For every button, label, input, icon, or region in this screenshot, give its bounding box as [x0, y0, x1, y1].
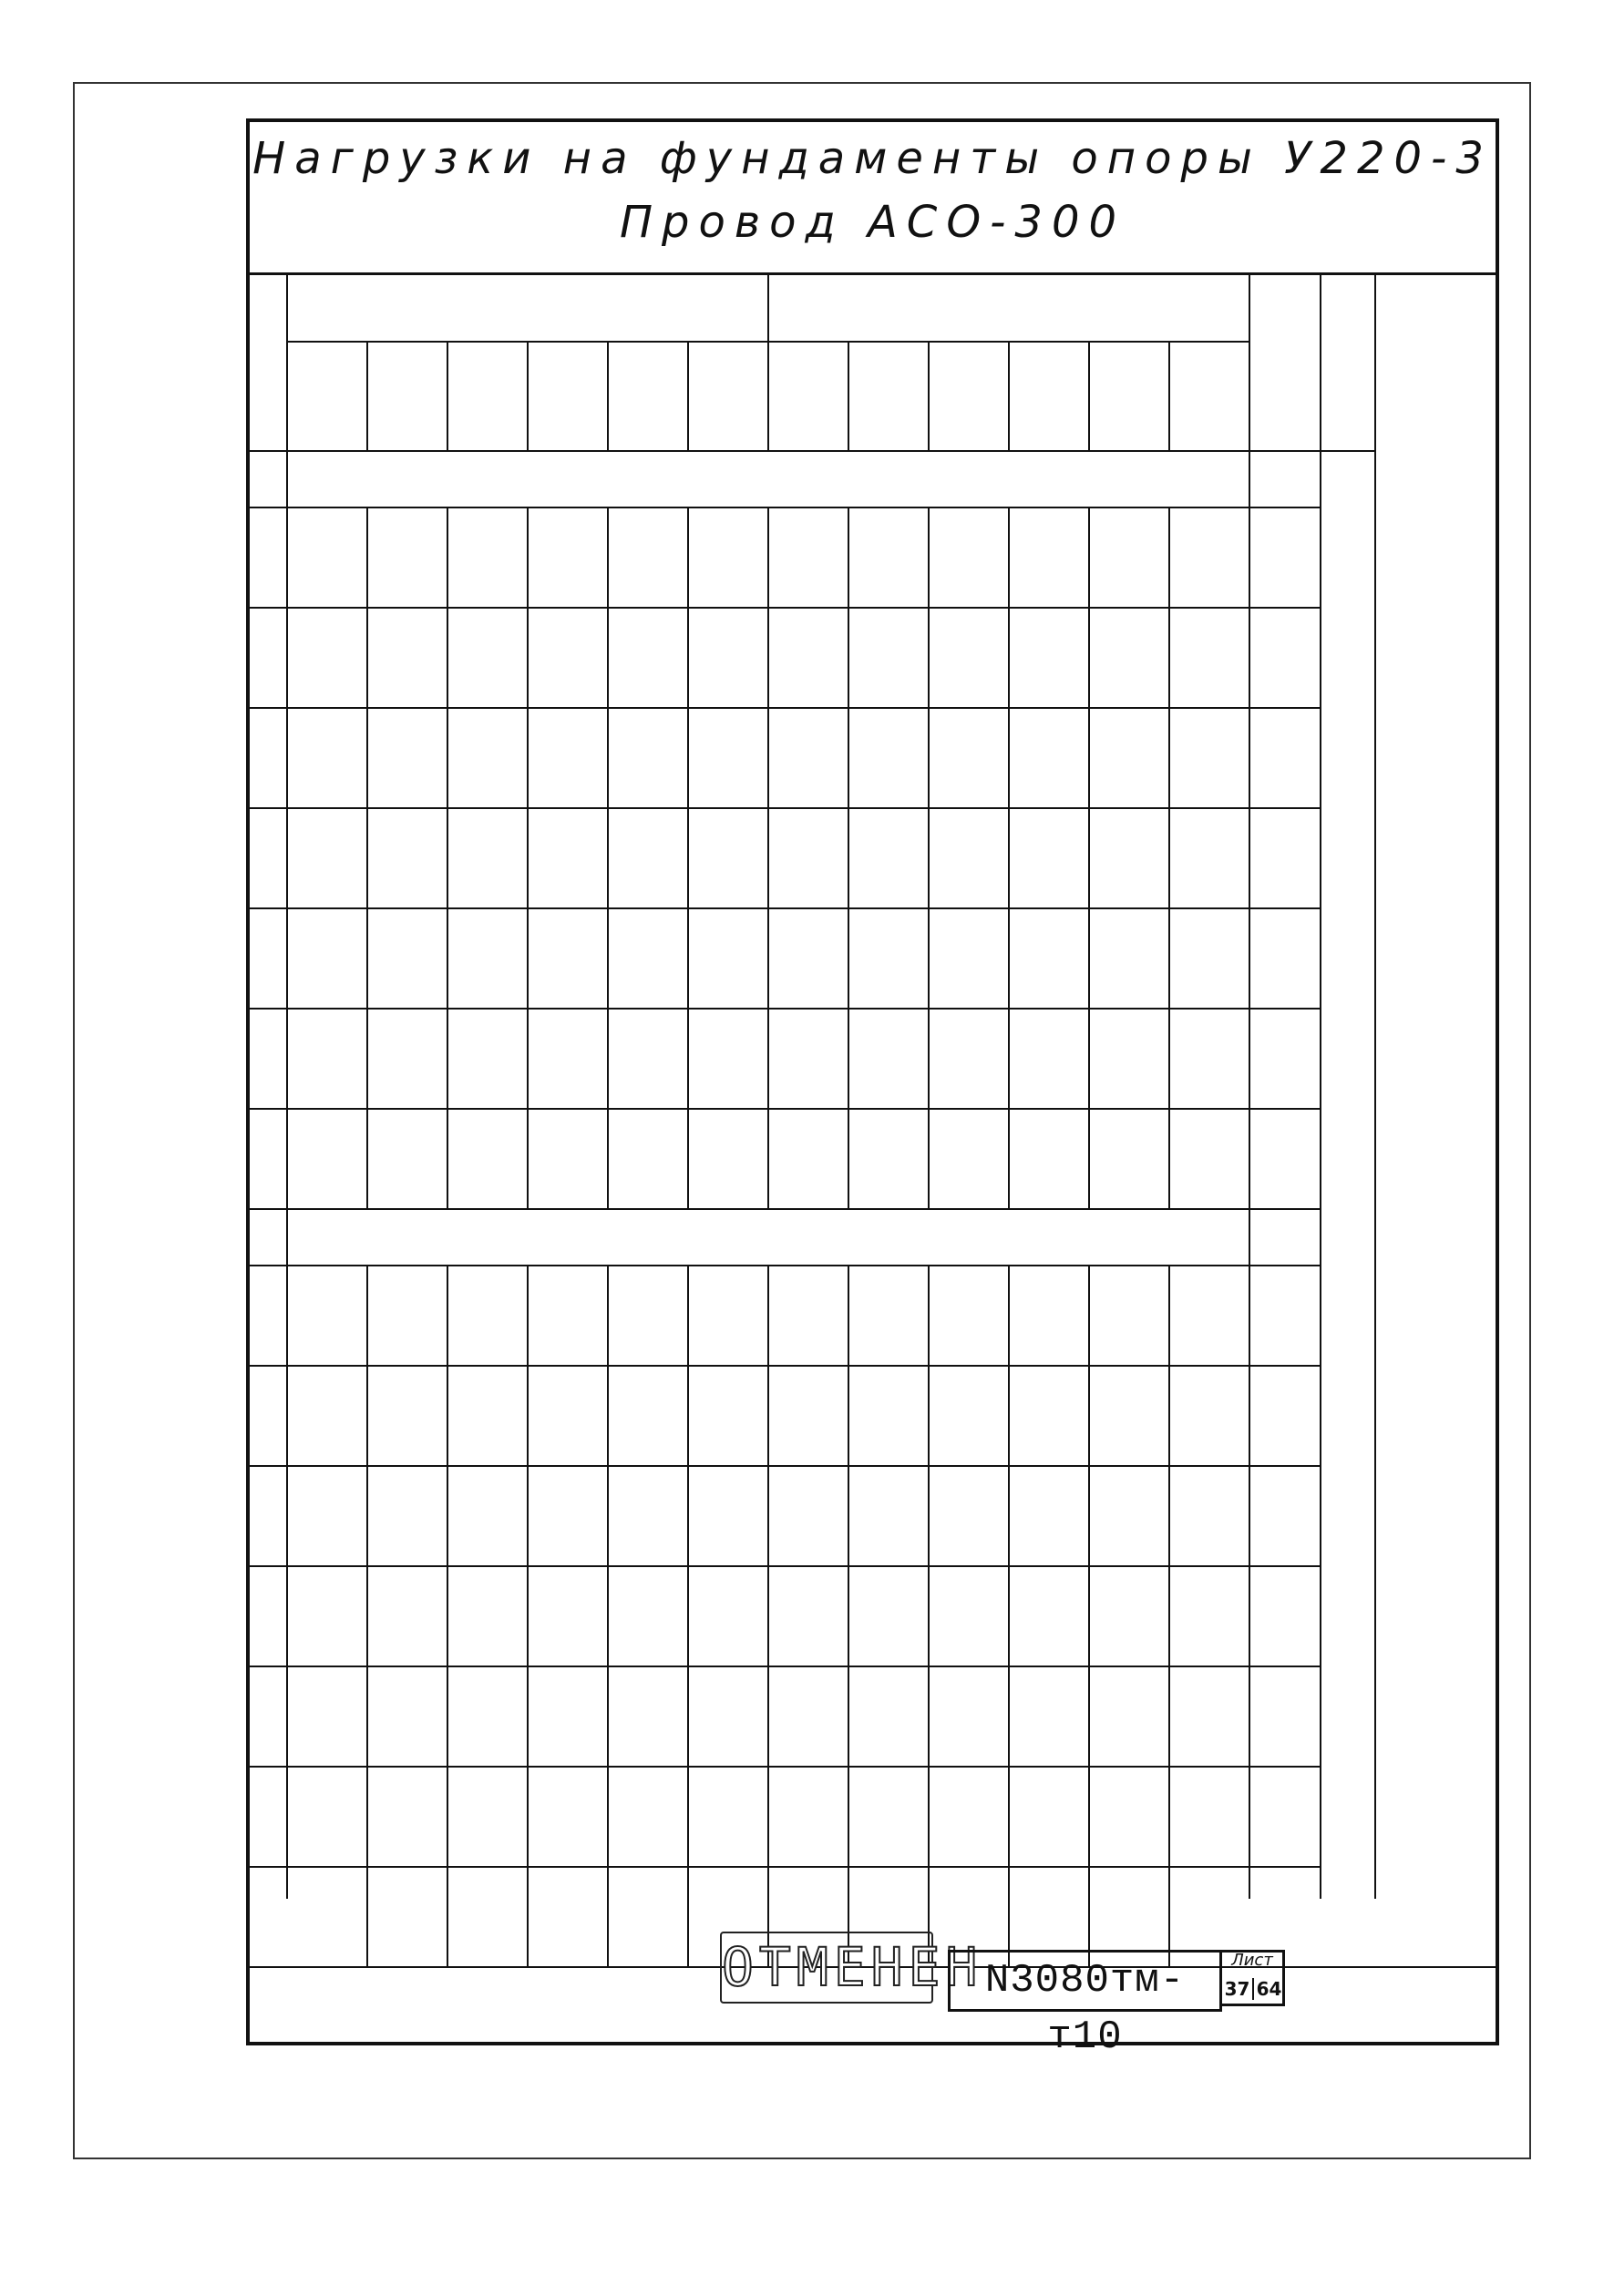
col-divider [848, 507, 849, 1208]
row-divider [250, 1265, 1320, 1266]
row-divider [250, 907, 1320, 909]
col-divider [767, 507, 769, 1208]
col-divider [1249, 272, 1250, 1899]
col-divider [1168, 1265, 1170, 1966]
col-divider [687, 1265, 689, 1966]
col-divider [366, 341, 368, 450]
col-divider [527, 1265, 529, 1966]
col-divider [928, 341, 930, 450]
header-divider [250, 450, 1374, 452]
col-divider [447, 341, 448, 450]
row-divider [250, 507, 1320, 508]
col-divider [286, 272, 288, 1899]
col-divider [1374, 272, 1376, 1899]
col-divider [447, 1265, 448, 1966]
table-frame [246, 118, 1499, 2045]
sheet-number-box [1219, 1950, 1285, 2006]
row-divider [250, 807, 1320, 809]
col-divider [1088, 507, 1090, 1208]
col-divider [928, 507, 930, 1208]
col-divider [607, 1265, 609, 1966]
col-divider [1088, 341, 1090, 450]
sheet-label: Лист [1231, 1951, 1273, 1970]
cancelled-stamp: ОТМЕНЕН [720, 1932, 933, 2004]
col-divider [527, 507, 529, 1208]
col-divider [848, 341, 849, 450]
document-code: N3080тм-т10 [948, 1950, 1222, 2012]
sheet-total: 64 [1252, 1978, 1284, 2000]
row-divider [250, 1108, 1320, 1110]
col-divider [607, 507, 609, 1208]
row-divider [250, 707, 1320, 709]
col-divider [366, 507, 368, 1208]
row-divider [250, 607, 1320, 609]
col-divider [767, 1265, 769, 1966]
row-divider [250, 1766, 1320, 1768]
col-divider [1168, 507, 1170, 1208]
col-divider [767, 272, 769, 450]
col-divider [848, 1265, 849, 1966]
col-divider [1088, 1265, 1090, 1966]
col-divider [1008, 507, 1010, 1208]
col-divider [928, 1265, 930, 1966]
col-divider [366, 1265, 368, 1966]
col-divider [687, 507, 689, 1208]
header-divider [286, 341, 1249, 343]
col-divider [447, 507, 448, 1208]
col-divider [1008, 1265, 1010, 1966]
col-divider [1320, 272, 1321, 1899]
col-divider [1008, 341, 1010, 450]
title-box [250, 122, 1496, 275]
row-divider [250, 1565, 1320, 1567]
sheet-number: 37 [1224, 1978, 1250, 2000]
col-divider [1168, 341, 1170, 450]
row-divider [250, 1465, 1320, 1467]
row-divider [250, 1365, 1320, 1367]
col-divider [607, 341, 609, 450]
col-divider [527, 341, 529, 450]
title-line-1: Нагрузки на фундаменты опоры У220-3 [252, 133, 1493, 184]
title-line-2: Провод АСО-300 [619, 197, 1126, 248]
row-divider [250, 1008, 1320, 1010]
row-divider [250, 1666, 1320, 1667]
row-divider [250, 1208, 1320, 1210]
col-divider [687, 341, 689, 450]
row-divider [250, 1866, 1320, 1868]
